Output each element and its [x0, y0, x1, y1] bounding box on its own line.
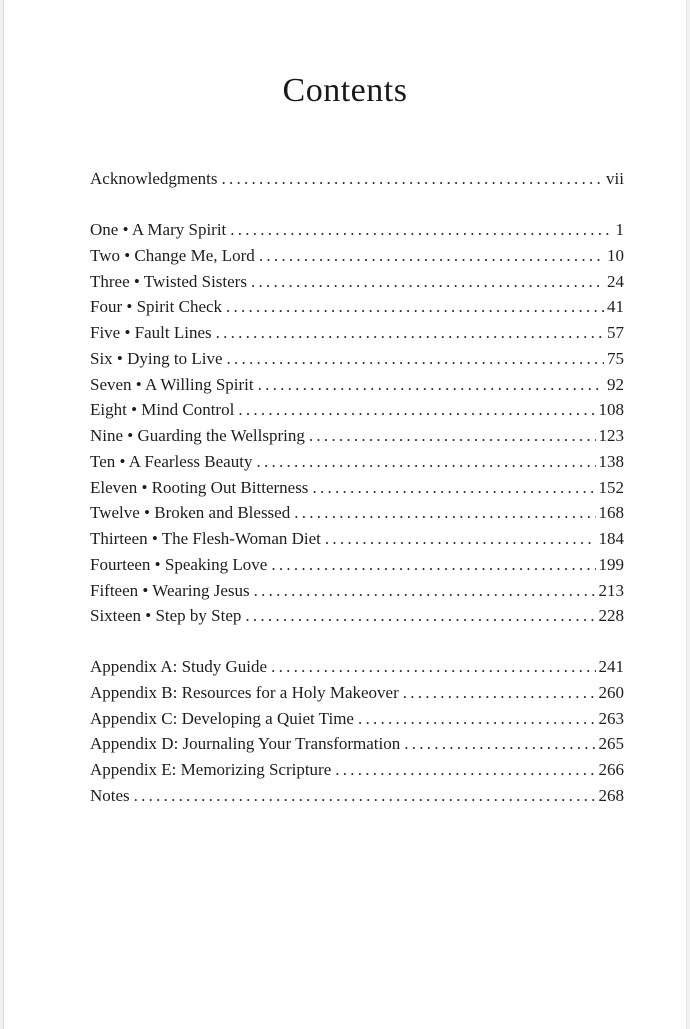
- dot-leader: [358, 706, 596, 732]
- toc-entry: [90, 423, 624, 449]
- toc-entry-title: Acknowledgments: [90, 169, 218, 188]
- toc-entry: [90, 783, 624, 809]
- toc-entry-page-number: 213: [598, 580, 624, 600]
- toc-entry: [90, 757, 624, 783]
- dot-leader: [335, 757, 595, 783]
- toc-entry-page-number: 168: [598, 503, 624, 523]
- toc-entry-title: Sixteen • Step by Step: [90, 606, 242, 626]
- toc-entry: [90, 552, 624, 578]
- toc-entry: [90, 166, 624, 192]
- toc-entry-title: Six • Dying to Live: [90, 348, 223, 368]
- dot-leader: [251, 269, 604, 295]
- dot-leader: [238, 397, 595, 423]
- toc-entry-page-number: vii: [606, 169, 624, 188]
- dot-leader: [312, 475, 595, 501]
- toc-entry: [90, 475, 624, 501]
- toc-entry: [90, 397, 624, 423]
- dot-leader: [230, 217, 612, 243]
- toc-entry-page-number: 92: [607, 374, 624, 394]
- toc-entry-title: Thirteen • The Flesh-Woman Diet: [90, 529, 321, 548]
- dot-leader: [134, 783, 596, 809]
- toc-entry: [90, 500, 624, 526]
- dot-leader: [258, 372, 604, 398]
- dot-leader: [259, 243, 604, 269]
- toc-entry-page-number: 184: [598, 529, 624, 548]
- toc-entry-title: Fourteen • Speaking Love: [90, 554, 268, 574]
- toc-entry-page-number: 268: [598, 785, 624, 805]
- dot-leader: [226, 294, 604, 320]
- toc-entry-page-number: 123: [598, 426, 624, 445]
- toc-entry-title: Five • Fault Lines: [90, 323, 212, 342]
- toc-entry-page-number: 263: [598, 708, 624, 728]
- toc-entry-title: Three • Twisted Sisters: [90, 271, 247, 291]
- dot-leader: [254, 578, 596, 604]
- toc-entry-page-number: 24: [607, 271, 624, 291]
- dot-leader: [325, 526, 596, 552]
- toc-back-matter: [90, 654, 624, 809]
- dot-leader: [309, 423, 596, 449]
- toc-entry-page-number: 1: [615, 220, 624, 239]
- toc-entry-title: Eleven • Rooting Out Bitterness: [90, 477, 309, 497]
- toc-entry: [90, 603, 624, 629]
- toc-entry: [90, 706, 624, 732]
- toc-entry-page-number: 57: [607, 323, 624, 342]
- toc-entry: [90, 680, 624, 706]
- toc-entry-title: Eight • Mind Control: [90, 400, 235, 420]
- toc-entry-title: Appendix C: Developing a Quiet Time: [90, 708, 354, 728]
- toc-entry: [90, 294, 624, 320]
- dot-leader: [294, 500, 595, 526]
- toc-entry-page-number: 266: [598, 760, 624, 779]
- dot-leader: [245, 603, 595, 629]
- toc-entry-page-number: 108: [598, 400, 624, 420]
- toc-entry-page-number: 138: [598, 451, 624, 471]
- toc-entry-page-number: 260: [598, 682, 624, 702]
- page-title: Contents: [282, 72, 408, 109]
- toc-entry-page-number: 199: [598, 554, 624, 574]
- toc-entry-title: One • A Mary Spirit: [90, 220, 227, 239]
- toc-entry-title: Two • Change Me, Lord: [90, 245, 255, 265]
- toc-entry-title: Seven • A Willing Spirit: [90, 374, 254, 394]
- toc-front-matter: [90, 166, 624, 192]
- dot-leader: [216, 320, 604, 346]
- toc-entry: [90, 372, 624, 398]
- toc-entry-page-number: 265: [598, 734, 624, 754]
- toc-entry-page-number: 41: [607, 297, 624, 317]
- toc-entry-title: Ten • A Fearless Beauty: [90, 451, 253, 471]
- toc-entry: [90, 654, 624, 680]
- toc-entry: [90, 243, 624, 269]
- toc-entry-title: Appendix E: Memorizing Scripture: [90, 760, 332, 779]
- toc-entry: [90, 449, 624, 475]
- document-page: [3, 0, 687, 1029]
- toc-entry-title: Appendix A: Study Guide: [90, 657, 268, 676]
- dot-leader: [403, 680, 596, 706]
- toc-entry: [90, 320, 624, 346]
- dot-leader: [221, 166, 603, 192]
- dot-leader: [256, 449, 595, 475]
- toc-entry-page-number: 152: [598, 477, 624, 497]
- dot-leader: [404, 731, 595, 757]
- dot-leader: [227, 346, 604, 372]
- toc-entry: [90, 217, 624, 243]
- toc-entry: [90, 578, 624, 604]
- toc-entry-title: Appendix B: Resources for a Holy Makeover: [90, 682, 399, 702]
- toc-chapters: [90, 217, 624, 629]
- toc-entry-title: Nine • Guarding the Wellspring: [90, 426, 305, 445]
- toc-entry-title: Four • Spirit Check: [90, 297, 223, 317]
- toc-entry: [90, 346, 624, 372]
- toc-entry-title: Appendix D: Journaling Your Transformation: [90, 734, 401, 754]
- toc-entry: [90, 526, 624, 552]
- toc-entry-title: Notes: [90, 785, 130, 805]
- toc-entry-title: Fifteen • Wearing Jesus: [90, 580, 250, 600]
- toc-entry: [90, 269, 624, 295]
- toc-entry: [90, 731, 624, 757]
- toc-entry-page-number: 228: [598, 606, 624, 626]
- dot-leader: [271, 654, 595, 680]
- toc-entry-title: Twelve • Broken and Blessed: [90, 503, 291, 523]
- toc-entry-page-number: 10: [607, 245, 624, 265]
- toc-entry-page-number: 241: [598, 657, 624, 676]
- dot-leader: [271, 552, 595, 578]
- toc-entry-page-number: 75: [607, 348, 624, 368]
